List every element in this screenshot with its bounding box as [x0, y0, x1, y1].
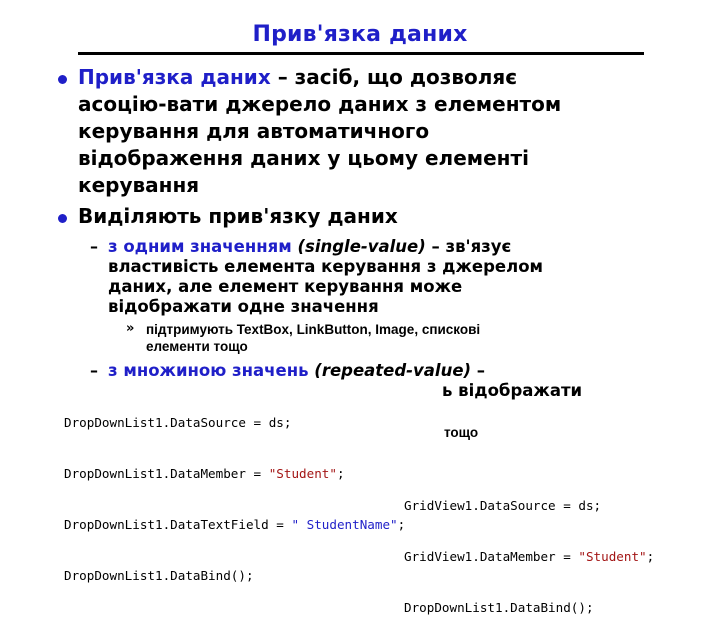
bullet-1-text-1: – засіб, що дозволяє [270, 65, 518, 89]
title-divider [78, 52, 644, 55]
sub-sub-marker: » [126, 321, 135, 336]
sub-1-text-4: відображати одне значення [108, 297, 379, 316]
sub-dash-1: – [90, 237, 98, 256]
sub-2-term: з множиною значень [108, 361, 309, 380]
bullet-dot-1 [58, 75, 67, 84]
bullet-1-text-5: керування [78, 173, 200, 197]
bullet-2-text: Виділяють прив'язку даних [78, 204, 398, 228]
code-1-line-2: DropDownList1.DataMember = "Student"; [64, 466, 345, 481]
sub-1-text-3: даних, але елемент керування може [108, 277, 463, 296]
sub-1-italic: (single-value) [297, 237, 426, 256]
bullet-dot-2 [58, 214, 67, 223]
sub-1-term: з одним значенням [108, 237, 292, 256]
code-1-line-1: DropDownList1.DataSource = ds; [64, 415, 292, 430]
bullet-1-text-3: керування для автоматичного [78, 119, 430, 143]
bullet-1 [78, 64, 678, 199]
bullet-1-text-2: асоцію-вати джерело даних з елементом [78, 92, 562, 116]
code-2-line-3: DropDownList1.DataBind(); [404, 600, 594, 615]
sub-1-text-2: властивість елемента керування з джерелом [108, 257, 544, 276]
code-snippet-gridview [400, 463, 684, 615]
code-2-line-2: GridView1.DataMember = "Student"; [404, 549, 655, 564]
code-1-line-4: DropDownList1.DataBind(); [64, 568, 254, 583]
sub-sub-text-1: підтримують TextBox, LinkButton, Image, спискові [146, 322, 481, 337]
sub-2-italic: (repeated-value) [314, 361, 472, 380]
bullet-2 [78, 203, 678, 230]
code-2-line-1: GridView1.DataSource = ds; [404, 498, 602, 513]
sub-1-text-1: – зв'язує [425, 237, 512, 256]
sub-bullet-1 [108, 237, 668, 317]
code-1-line-3: DropDownList1.DataTextField = " StudentName"; [64, 517, 406, 532]
bullet-1-text-4: відображення даних у цьому елементі [78, 146, 529, 170]
sub-2-tail: – [471, 361, 486, 380]
code-snippet-dropdownlist [60, 380, 442, 583]
sub-2-partial-line-2: ь відображати [442, 381, 583, 400]
sub-2-partial-line-3: тощо [444, 425, 479, 440]
sub-sub-bullet [146, 321, 656, 355]
bullet-1-term: Прив'язка даних [78, 65, 271, 89]
slide-title: Прив'язка даних [252, 22, 468, 47]
sub-sub-text-2: елементи тощо [146, 339, 248, 354]
sub-bullet-2 [108, 361, 668, 381]
sub-dash-2: – [90, 361, 98, 380]
